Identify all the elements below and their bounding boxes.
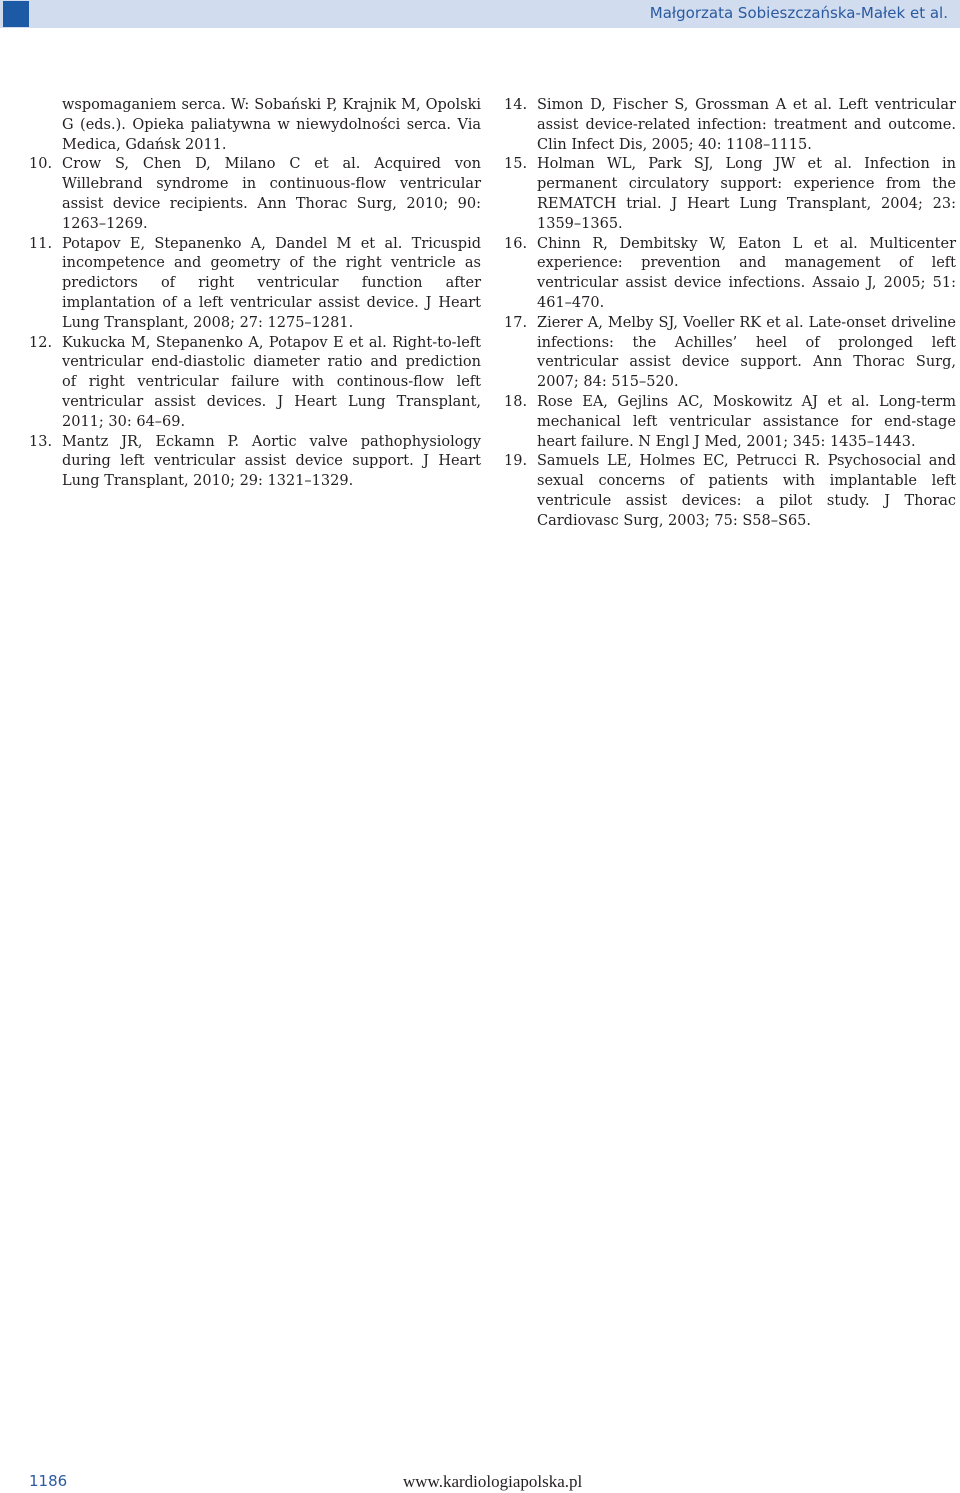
- reference-number: 16.: [504, 235, 528, 252]
- reference-text: Mantz JR, Eckamn P. Aortic valve pathophysiology during left ventricular assist device support. J Heart Lung Transplant, 2010; 29: 1321–1329.: [62, 433, 481, 490]
- reference-text: Rose EA, Gejlins AC, Moskowitz AJ et al. Long-term mechanical left ventricular assistance for end-stage heart failure. N Engl J Med, 2001; 345: 1435–1443.: [537, 393, 956, 450]
- reference-item: [504, 452, 956, 531]
- reference-text: Holman WL, Park SJ, Long JW et al. Infection in permanent circulatory support: experience from the REMATCH trial. J Heart Lung Transplant, 2004; 23: 1359–1365.: [537, 156, 956, 232]
- reference-item: [504, 314, 956, 393]
- journal-url[interactable]: www.kardiologiapolska.pl: [403, 1472, 583, 1491]
- page-number: 1186: [29, 1472, 68, 1490]
- reference-number: 15.: [504, 156, 528, 173]
- reference-text: Crow S, Chen D, Milano C et al. Acquired von Willebrand syndrome in continuous-flow ventricular assist device recipients. Ann Thorac Surg, 2010; 90: 1263–1269.: [62, 156, 481, 232]
- reference-item: [504, 393, 956, 452]
- reference-text: Zierer A, Melby SJ, Voeller RK et al. Late-onset driveline infections: the Achilles’ heel of prolonged left ventricular assist device support. Ann Thorac Surg, 2007; 84: 515–520.: [537, 314, 956, 391]
- reference-number: 10.: [29, 156, 53, 173]
- reference-number: 13.: [29, 433, 53, 450]
- reference-item: [29, 155, 481, 234]
- reference-text: wspomaganiem serca. W: Sobański P, Krajnik M, Opolski G (eds.). Opieka paliatywna w niewydolności serca. Via Medica, Gdańsk 2011.: [62, 97, 481, 153]
- reference-item: [504, 96, 956, 155]
- reference-item: [504, 235, 956, 314]
- reference-number: 19.: [504, 453, 528, 470]
- reference-text: Simon D, Fischer S, Grossman A et al. Left ventricular assist device-related infection: treatment and outcome. Clin Infect Dis, 2005; 40: 1108–1115.: [537, 97, 956, 153]
- reference-number: 14.: [504, 97, 528, 113]
- reference-number: 17.: [504, 314, 528, 331]
- reference-text: Samuels LE, Holmes EC, Petrucci R. Psychosocial and sexual concerns of patients with implantable left ventricule assist devices: a pilot study. J Thorac Cardiovasc Surg, 2003; 75: S58–S65.: [537, 453, 956, 529]
- reference-number: 11.: [29, 235, 53, 252]
- reference-continuation: [29, 96, 481, 155]
- right-column: [504, 96, 956, 532]
- reference-number: 18.: [504, 393, 528, 410]
- left-column: [29, 96, 481, 492]
- reference-text: Chinn R, Dembitsky W, Eaton L et al. Multicenter experience: prevention and management of left ventricular assist device infections. Assaio J, 2005; 51: 461–470.: [537, 235, 956, 311]
- reference-item: [29, 334, 481, 433]
- reference-text: Potapov E, Stepanenko A, Dandel M et al. Tricuspid incompetence and geometry of the right ventricle as predictors of right ventricular function after implantation of a left ventricular assist device. J Heart Lung Transplant, 2008; 27: 1275–1281.: [62, 235, 481, 331]
- reference-item: [29, 433, 481, 492]
- reference-item: [504, 155, 956, 234]
- running-head-author: Małgorzata Sobieszczańska-Małek et al.: [649, 4, 948, 22]
- header-bar: [0, 0, 960, 28]
- header-accent-square: [3, 1, 29, 27]
- reference-item: [29, 235, 481, 334]
- reference-number: 12.: [29, 334, 53, 351]
- reference-text: Kukucka M, Stepanenko A, Potapov E et al. Right-to-left ventricular end-diastolic diameter ratio and prediction of right ventricular failure with continous-flow left ventricular assist devices. J Heart Lung Transplant, 2011; 30: 64–69.: [62, 334, 481, 430]
